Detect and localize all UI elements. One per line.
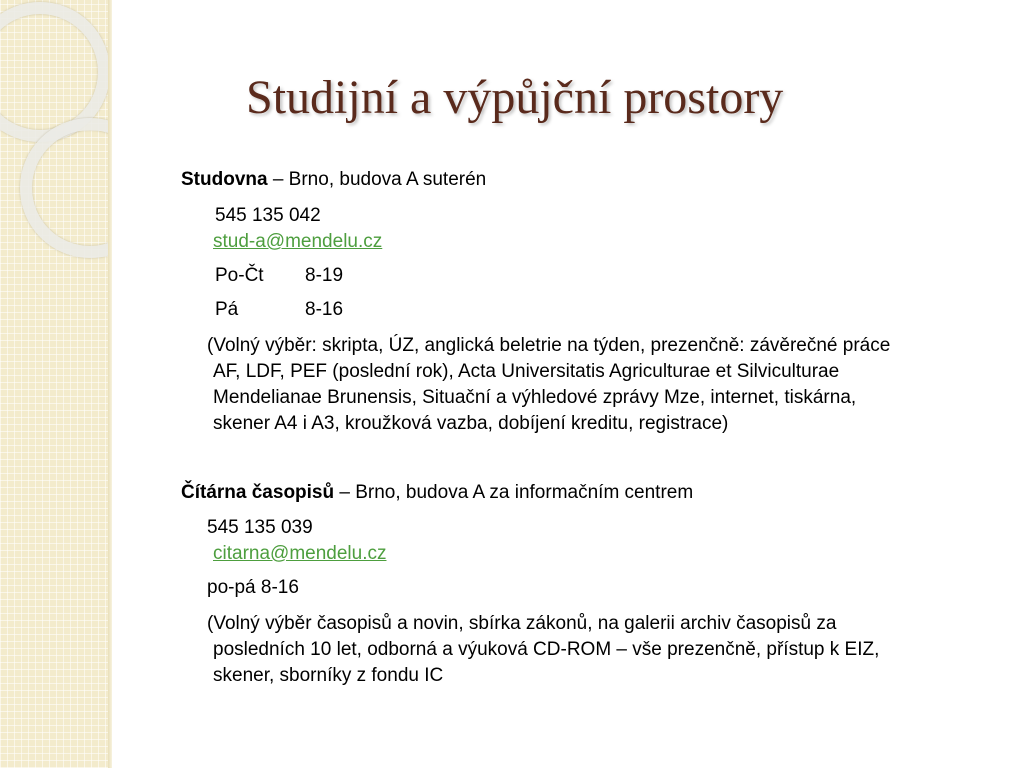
citarna-hours-row [207, 575, 299, 601]
citarna-name: Čítárna časopisů [181, 482, 335, 503]
studovna-desc-line: Mendelianae Brunensis, Situační a výhledové zprávy Mze, internet, tiskárna, [213, 387, 857, 408]
slide-title: Studijní a výpůjční prostory [246, 71, 784, 124]
studovna-desc-line: AF, LDF, PEF (poslední rok), Acta Universitatis Agriculturae et Silviculturae [213, 361, 840, 382]
citarna-email-link[interactable]: citarna@mendelu.cz [213, 543, 387, 564]
citarna-location: – Brno, budova A za informačním centrem [334, 482, 694, 503]
hours-days: po-pá [207, 577, 261, 598]
hours-time: 8-19 [305, 265, 344, 286]
hours-time: 8-16 [260, 577, 299, 598]
citarna-heading [181, 480, 693, 506]
studovna-hours-row [215, 297, 343, 323]
studovna-email-link[interactable]: stud-a@mendelu.cz [213, 231, 383, 252]
studovna-name: Studovna [181, 169, 268, 190]
studovna-desc-line: skener A4 i A3, kroužková vazba, dobíjení kreditu, registrace) [213, 413, 729, 434]
decorative-sidebar [0, 0, 112, 768]
citarna-desc-line: posledních 10 let, odborná a výuková CD-ROM – vše prezenčně, přístup k EIZ, [213, 639, 880, 660]
sidebar-edge [108, 0, 112, 768]
hours-days: Pá [215, 299, 239, 320]
citarna-desc-line: (Volný výběr časopisů a novin, sbírka zákonů, na galerii archiv časopisů za [207, 613, 837, 634]
citarna-desc-line: skener, sborníky z fondu IC [213, 665, 444, 686]
hours-days: Po-Čt [215, 265, 264, 286]
studovna-location: – Brno, budova A suterén [267, 169, 487, 190]
studovna-hours-row [215, 263, 343, 289]
citarna-phone: 545 135 039 [207, 517, 313, 538]
studovna-desc-line: (Volný výběr: skripta, ÚZ, anglická beletrie na týden, prezenčně: závěrečné práce [207, 335, 891, 356]
studovna-heading [181, 167, 486, 193]
hours-time: 8-16 [305, 299, 344, 320]
studovna-phone: 545 135 042 [215, 205, 321, 226]
